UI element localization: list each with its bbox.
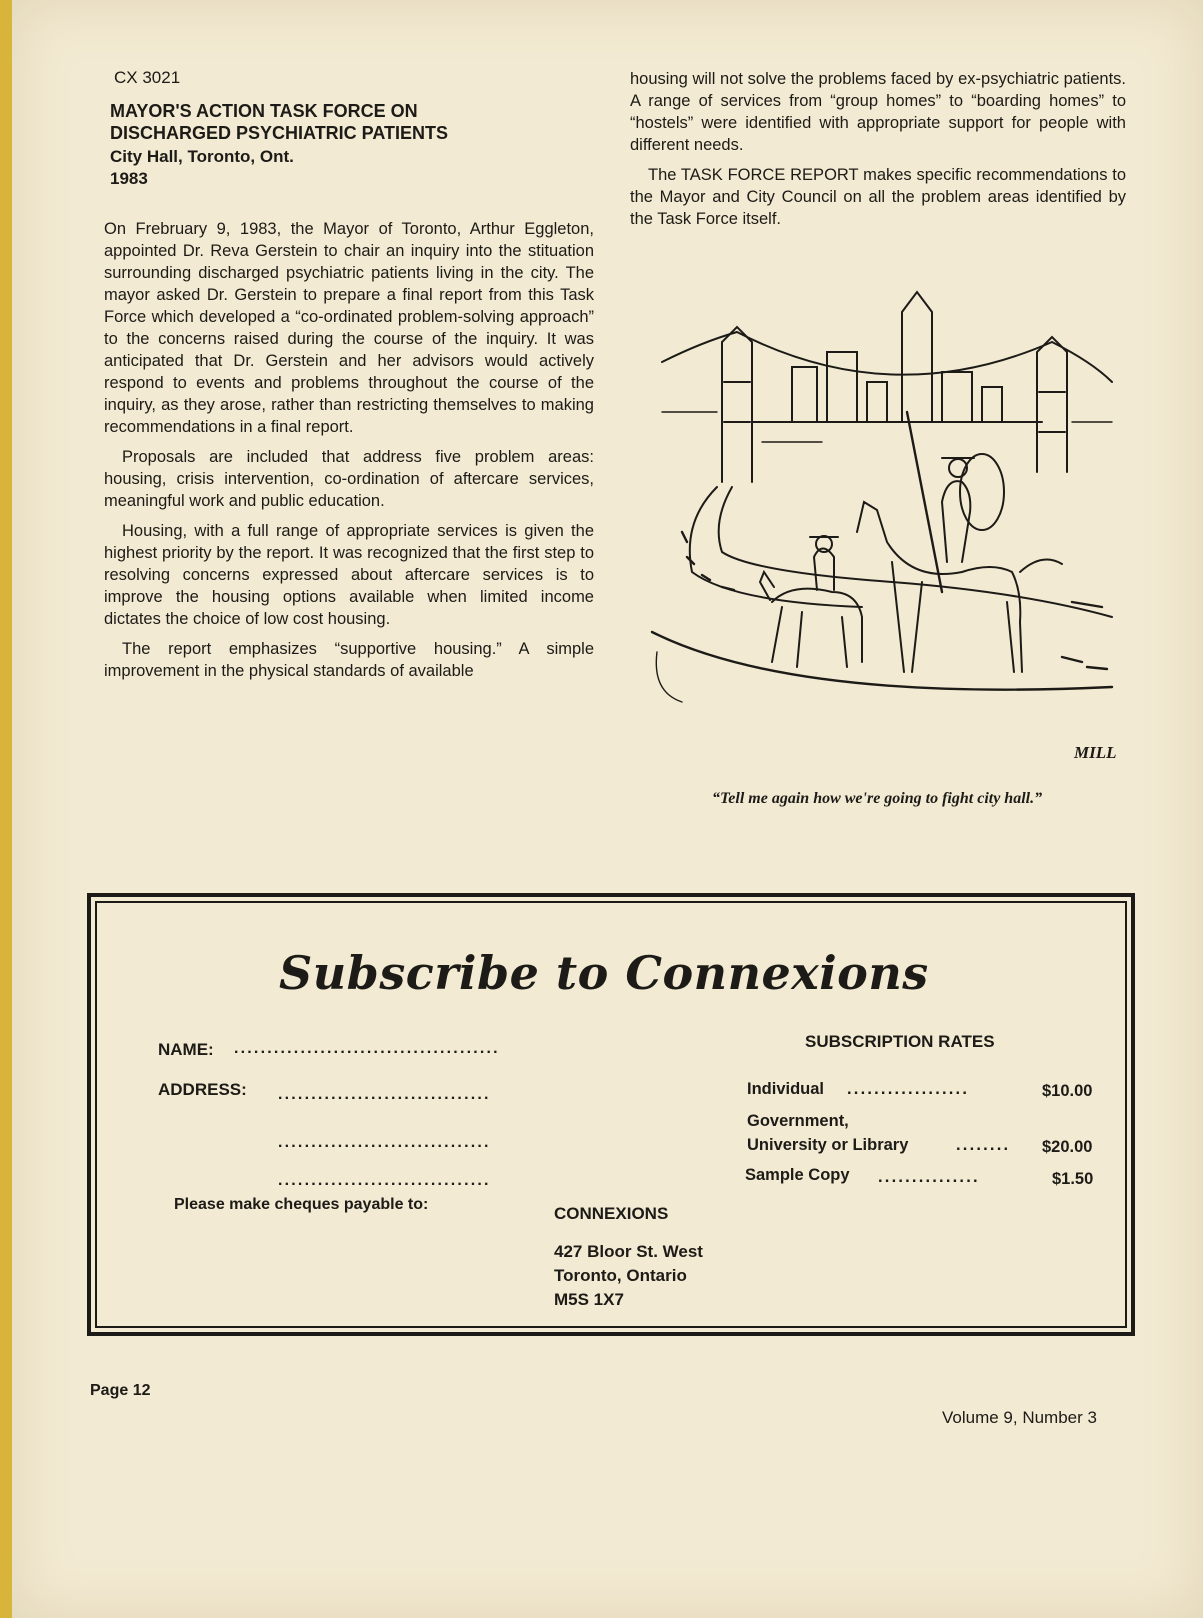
article-paragraph: On Frebruary 9, 1983, the Mayor of Toronto, Arthur Eggleton, appointed Dr. Reva Gerstein to chair an inquiry into the stituation surrounding discharged psychiatric patients living in the city. The mayor asked Dr. Gerstein to prepare a final report from this Task Force which developed a “co-ordinated problem-solving approach” to the concerns raised during the course of the inquiry. It was anticipated that Dr. Gerstein and her advisors would actively respond to events and problems throughout the course of the inquiry, as they arose, rather than restricting themselves to making recommendations in a final report. <box>104 220 594 436</box>
article-location: City Hall, Toronto, Ont. <box>110 147 294 166</box>
article-source <box>110 146 294 190</box>
address-postal: M5S 1X7 <box>554 1290 624 1309</box>
rate-individual-label: Individual <box>747 1080 825 1098</box>
rate-sample-price: $1.50 <box>1052 1170 1094 1188</box>
payable-label: Please make cheques payable to: <box>174 1196 429 1213</box>
cartoon-caption: “Tell me again how we're going to fight city hall.” <box>712 790 1043 807</box>
rate-leader: ............... <box>878 1168 980 1186</box>
rate-individual-price: $10.00 <box>1042 1082 1093 1100</box>
name-field-dots[interactable]: ........................................ <box>234 1040 500 1057</box>
address-field-dots[interactable]: ................................ <box>278 1086 491 1103</box>
magazine-page <box>12 0 1203 1618</box>
name-label: NAME: <box>158 1040 214 1059</box>
article-title-line2: DISCHARGED PSYCHIATRIC PATIENTS <box>110 123 449 143</box>
address-line2-dots[interactable]: ................................ <box>278 1134 491 1151</box>
article-year: 1983 <box>110 169 148 188</box>
address-label: ADDRESS: <box>158 1080 247 1099</box>
article-paragraph: housing will not solve the problems faced by ex-psychiatric patients. A range of services from “group homes” to “boarding homes” to “hostels” were identified with appropriate support for people with different needs. <box>630 70 1126 154</box>
article-paragraph: Proposals are included that address five problem areas: housing, crisis intervention, co-ordination of aftercare services, meaningful work and public education. <box>104 448 594 510</box>
catalog-code: CX 3021 <box>114 68 181 87</box>
rates-heading: SUBSCRIPTION RATES <box>805 1032 995 1051</box>
cartoon-illustration <box>642 272 1130 762</box>
article-title <box>110 100 580 144</box>
address-line3-dots[interactable]: ................................ <box>278 1172 491 1189</box>
rate-sample-label: Sample Copy <box>745 1166 850 1184</box>
page-number: Page 12 <box>90 1382 151 1399</box>
rate-government-label: Government, <box>747 1112 849 1130</box>
volume-number: Volume 9, Number 3 <box>942 1408 1097 1427</box>
org-name: CONNEXIONS <box>554 1204 669 1223</box>
article-paragraph: The report emphasizes “supportive housing.” A simple improvement in the physical standards of available <box>104 640 594 680</box>
address-city: Toronto, Ontario <box>554 1266 687 1285</box>
cartoon-signature: MILL <box>1074 743 1117 762</box>
rate-library-label: University or Library <box>747 1136 909 1154</box>
mailing-address <box>554 1202 703 1312</box>
article-title-line1: MAYOR'S ACTION TASK FORCE ON <box>110 101 418 121</box>
rate-leader: .................. <box>847 1080 970 1098</box>
address-street: 427 Bloor St. West <box>554 1242 703 1261</box>
article-paragraph: The TASK FORCE REPORT makes specific recommendations to the Mayor and City Council on all the problem areas identified by the Task Force itself. <box>630 166 1126 228</box>
subscribe-heading: Subscribe to Connexions <box>279 946 929 1000</box>
article-column-left <box>104 218 594 690</box>
article-column-right <box>630 68 1126 238</box>
article-paragraph: Housing, with a full range of appropriate services is given the highest priority by the report. It was recognized that the first step to resolving concerns expressed about aftercare services is to improve the housing options available when limited income dictates the choice of low cost housing. <box>104 522 594 628</box>
rate-library-price: $20.00 <box>1042 1138 1093 1156</box>
rate-leader: ........ <box>956 1136 1011 1154</box>
